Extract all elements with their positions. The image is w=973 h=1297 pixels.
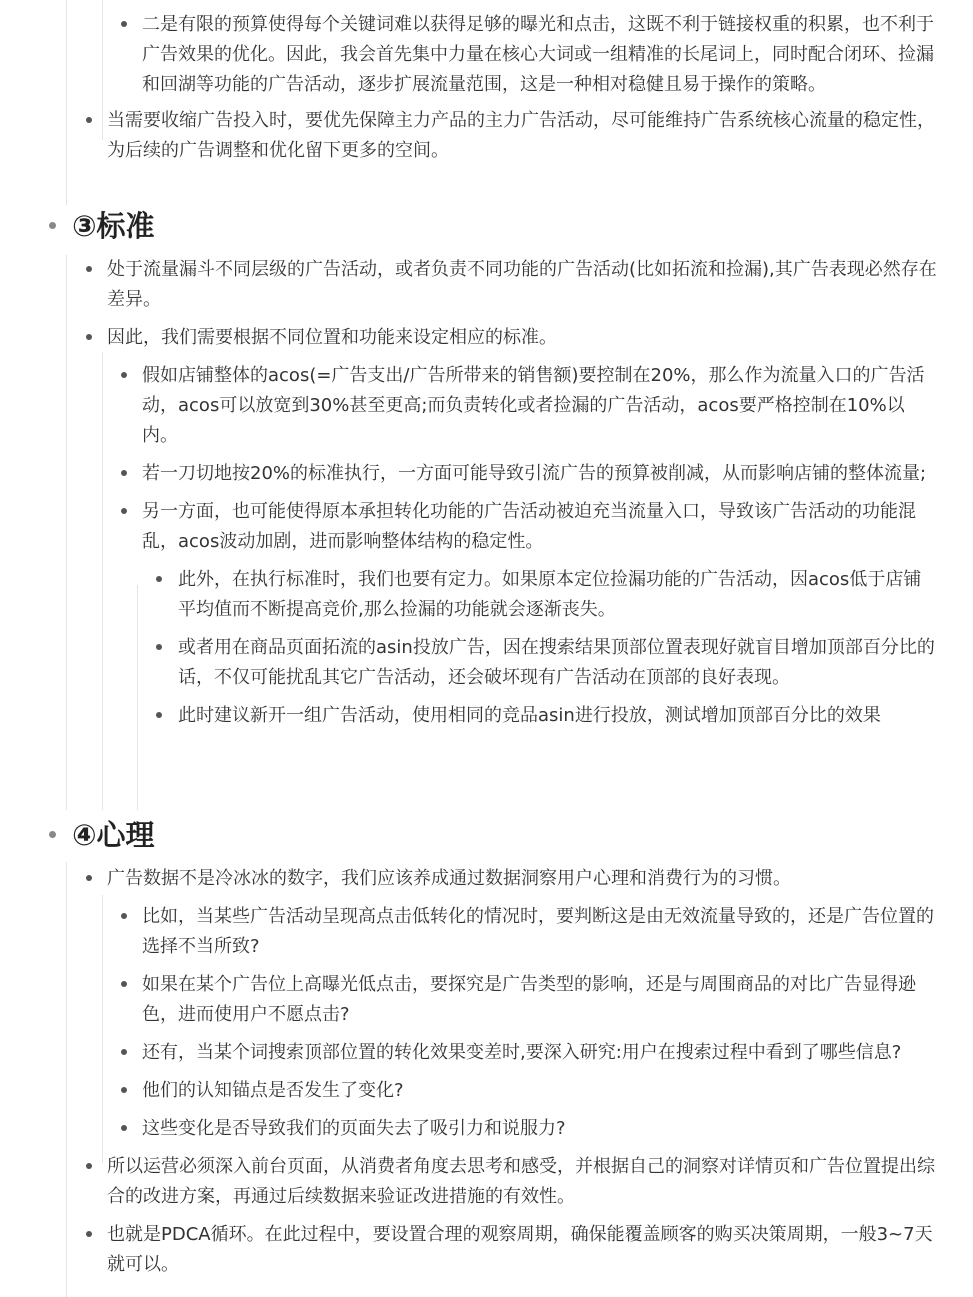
bullet (121, 981, 127, 987)
list-item (0, 459, 973, 489)
list-text: 这些变化是否导致我们的页面失去了吸引力和说服力? (142, 1118, 566, 1139)
bullet (121, 470, 127, 476)
bullet (86, 117, 92, 123)
list-text: 处于流量漏斗不同层级的广告活动，或者负责不同功能的广告活动(比如拓流和捡漏),其广告表现必然存在差异。 (107, 259, 937, 310)
bullet (121, 1125, 127, 1131)
list-item (0, 1038, 973, 1068)
list-text: 此外，在执行标准时，我们也要有定力。如果原本定位捡漏功能的广告活动，因acos低于店铺平均值而不断提高竞价,那么捡漏的功能就会逐渐丧失。 (178, 569, 922, 620)
bullet (121, 21, 127, 27)
list-item (0, 10, 973, 100)
bullet (121, 372, 127, 378)
bullet (156, 644, 162, 650)
bullet (86, 1231, 92, 1237)
list-text: 或者用在商品页面拓流的asin投放广告，因在搜索结果顶部位置表现好就盲目增加顶部百分比的话，不仅可能扰乱其它广告活动，还会破坏现有广告活动在顶部的良好表现。 (178, 637, 935, 688)
bullet (156, 576, 162, 582)
bullet (49, 222, 56, 229)
list-item (0, 1152, 973, 1212)
list-item (0, 106, 973, 166)
list-item (0, 1076, 973, 1106)
list-text: 还有，当某个词搜索顶部位置的转化效果变差时,要深入研究:用户在搜索过程中看到了哪些信息? (142, 1042, 902, 1063)
bullet (121, 508, 127, 514)
bullet (121, 1087, 127, 1093)
list-text: 也就是PDCA循环。在此过程中，要设置合理的观察周期，确保能覆盖顾客的购买决策周期，一般3~7天就可以。 (107, 1224, 933, 1275)
list-text: 若一刀切地按20%的标准执行，一方面可能导致引流广告的预算被削减，从而影响店铺的整体流量; (142, 463, 927, 484)
bullet (49, 831, 56, 838)
top-continuation (0, 10, 973, 174)
list-text: 广告数据不是冷冰冰的数字，我们应该养成通过数据洞察用户心理和消费行为的习惯。 (107, 868, 791, 889)
list-text: 二是有限的预算使得每个关键词难以获得足够的曝光和点击，这既不利于链接权重的积累，也不利于广告效果的优化。因此，我会首先集中力量在核心大词或一组精准的长尾词上，同时配合闭环、捡漏和回湖等功能的广告活动，逐步扩展流量范围，这是一种相对稳健且易于操作的策略。 (142, 14, 934, 95)
list-item (0, 970, 973, 1030)
list-text: 因此，我们需要根据不同位置和功能来设定相应的标准。 (107, 327, 557, 348)
list-item (0, 361, 973, 451)
list-text: 假如店铺整体的acos(=广告支出/广告所带来的销售额)要控制在20%，那么作为流量入口的广告活动，acos可以放宽到30%甚至更高;而负责转化或者捡漏的广告活动，acos要严格控制在10%以内。 (142, 365, 925, 446)
bullet (121, 913, 127, 919)
list-text: 另一方面，也可能使得原本承担转化功能的广告活动被迫充当流量入口，导致该广告活动的功能混乱，acos波动加剧，进而影响整体结构的稳定性。 (142, 501, 916, 552)
section-title: ③标准 (72, 209, 155, 243)
list-item (0, 701, 973, 731)
section-heading-row (0, 814, 973, 860)
list-text: 此时建议新开一组广告活动，使用相同的竞品asin进行投放，测试增加顶部百分比的效果 (178, 705, 881, 726)
list-item (0, 323, 973, 353)
bullet (156, 712, 162, 718)
list-item (0, 255, 973, 315)
section-psychology (0, 814, 973, 1288)
bullet (86, 1163, 92, 1169)
list-item (0, 1220, 973, 1280)
list-text: 他们的认知锚点是否发生了变化? (142, 1080, 404, 1101)
list-item (0, 864, 973, 894)
list-text: 所以运营必须深入前台页面，从消费者角度去思考和感受，并根据自己的洞察对详情页和广告位置提出综合的改进方案，再通过后续数据来验证改进措施的有效性。 (107, 1156, 935, 1207)
list-item (0, 497, 973, 557)
list-item (0, 1114, 973, 1144)
section-standard (0, 205, 973, 739)
list-item (0, 633, 973, 693)
bullet (86, 875, 92, 881)
list-text: 如果在某个广告位上高曝光低点击，要探究是广告类型的影响，还是与周围商品的对比广告显得逊色，进而使用户不愿点击? (142, 974, 916, 1025)
bullet (86, 334, 92, 340)
list-item (0, 565, 973, 625)
section-heading-row (0, 205, 973, 251)
bullet (121, 1049, 127, 1055)
bullet (86, 266, 92, 272)
section-title: ④心理 (72, 818, 155, 852)
list-text: 比如，当某些广告活动呈现高点击低转化的情况时，要判断这是由无效流量导致的，还是广告位置的选择不当所致? (142, 906, 934, 957)
list-item (0, 902, 973, 962)
list-text: 当需要收缩广告投入时，要优先保障主力产品的主力广告活动，尽可能维持广告系统核心流量的稳定性，为后续的广告调整和优化留下更多的空间。 (107, 110, 935, 161)
